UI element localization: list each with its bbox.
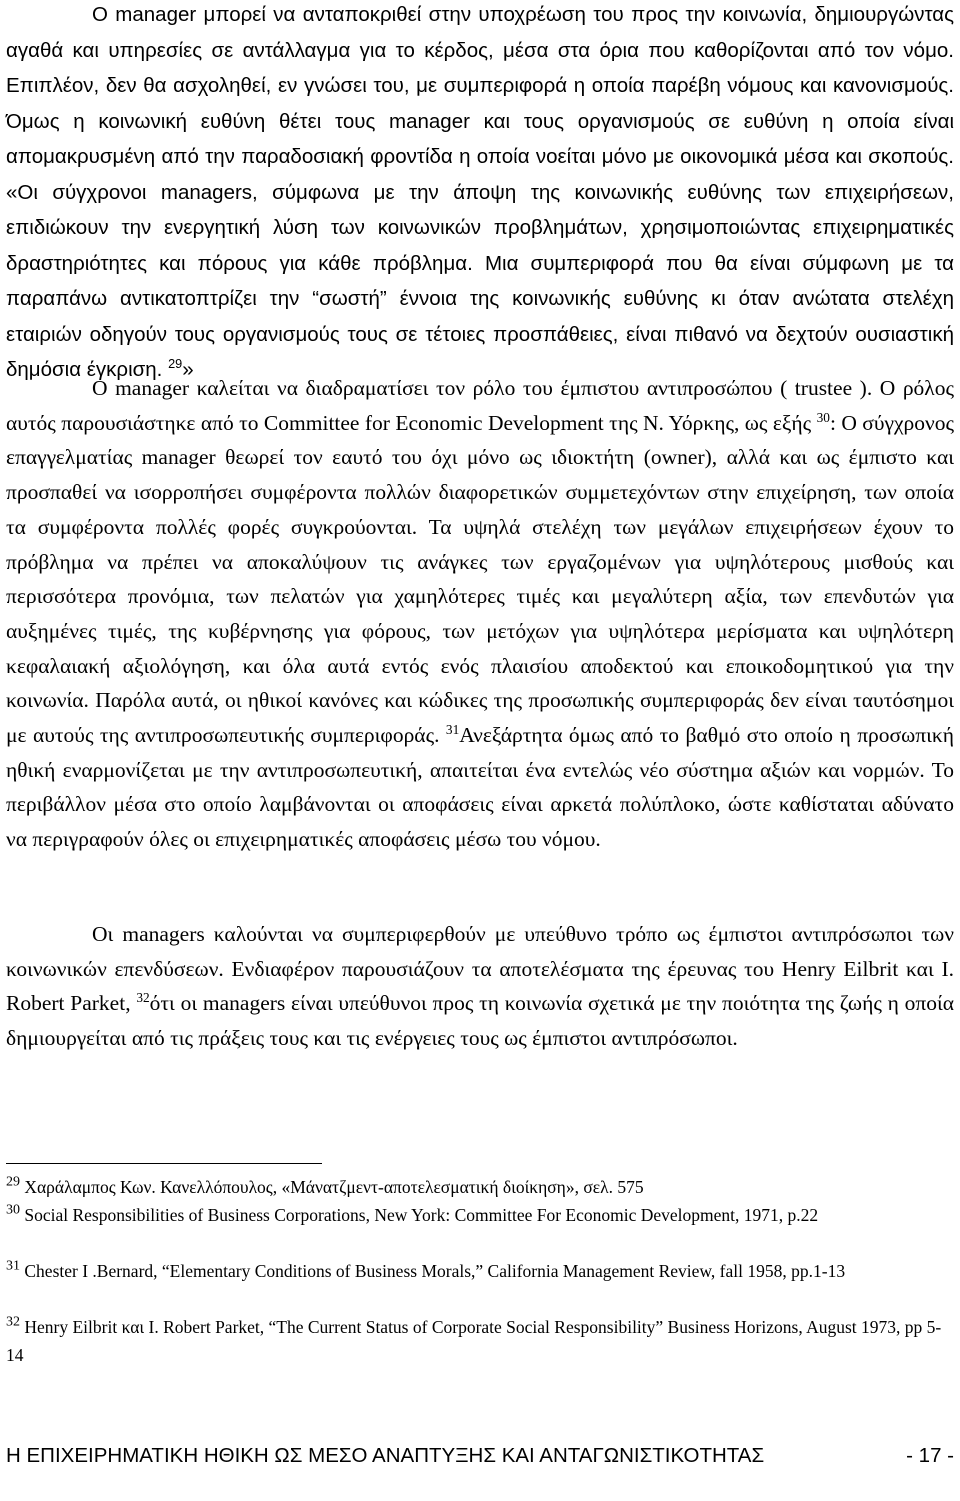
closing-quote: » bbox=[182, 358, 194, 381]
paragraph-trustee-role bbox=[6, 371, 954, 857]
page-number: - 17 - bbox=[906, 1444, 954, 1467]
paragraph-manager-social-responsibility bbox=[6, 0, 954, 388]
footnote-ref-32: 32 bbox=[136, 990, 150, 1006]
footnote-number: 30 bbox=[6, 1202, 20, 1218]
footer-title: Η ΕΠΙΧΕΙΡΗΜΑΤΙΚΗ ΗΘΙΚΗ ΩΣ ΜΕΣΟ ΑΝΑΠΤΥΞΗΣ ΚΑΙ ΑΝΤΑΓΩΝΙΣΤΙΚΟΤΗΤΑΣ bbox=[6, 1444, 765, 1467]
footnote-number: 31 bbox=[6, 1258, 20, 1274]
paragraph-text: Ο manager καλείται να διαδραματίσει τον ρόλο του έμπιστου αντιπροσώπου ( trustee ). Ο ρόλος αυτός παρουσιάστηκε από το Committee for Economic Development της Ν. Υόρκης, ως εξής bbox=[6, 376, 954, 435]
footnote-number: 29 bbox=[6, 1174, 20, 1190]
paragraph-text: : Ο σύγχρονος επαγγελματίας manager θεωρεί τον εαυτό του όχι μόνο ως ιδιοκτήτη (owner), αλλά και ως έμπιστο και προσπαθεί να ισορροπήσει συμφέροντα πολλών διαφορετικών συμμετεχόντων στην επιχείρηση, των οποία τα συμφέροντα πολλές φορές συγκρούονται. Τα υψηλά στελέχη των μεγάλων επιχειρήσεων έχουν το πρόβλημα να πρέπει να αποκαλύψουν τις ανάγκες των εργαζομένων για υψηλότερους μισθούς και περισσότερα προνόμια, των πελατών για χαμηλότερες τιμές και μεγαλύτερη αξία, των επενδυτών για αυξημένες τιμές, της κυβέρνησης για φόρους, των μετόχων για υψηλότερα μερίσματα και υψηλότερη κεφαλαιακή αξιολόγηση, και όλα αυτά εντός ενός πλαισίου αποδεκτού και εποικοδομητικού για την κοινωνία. Παρόλα αυτά, οι ηθικοί κανόνες και κώδικες της προσωπικής συμπεριφοράς δεν είναι ταυτόσημοι με αυτούς της αντιπροσωπευτικής συμπεριφοράς. bbox=[6, 410, 955, 748]
footnote-number: 32 bbox=[6, 1314, 20, 1330]
paragraph-text: ότι οι managers είναι υπεύθυνοι προς τη κοινωνία σχετικά με την ποιότητα της ζωής η οποία δημιουργείται από τις πράξεις τους και τις ενέργειες τους ως έμπιστοι αντιπρόσωποι. bbox=[6, 991, 954, 1051]
footnote-text: Χαράλαμπος Κων. Κανελλόπουλος, «Μάνατζμεντ-αποτελεσματική διοίκηση», σελ. 575 bbox=[24, 1177, 644, 1197]
paragraph-text: Ανεξάρτητα όμως από το βαθμό στο οποίο η προσωπική ηθική εναρμονίζεται με την αντιπροσωπευτική, απαιτείται ένα εντελώς νέο σύστημα αξιών και νορμών. Το περιβάλλον μέσα στο οποίο λαμβάνονται οι αποφάσεις είναι αρκετά πολύπλοκο, ώστε καθίσταται αδύνατο να περιγραφούν όλες οι επιχειρηματικές αποφάσεις μέσω του νόμου. bbox=[6, 723, 954, 852]
footnote-32 bbox=[6, 1313, 954, 1369]
footnote-ref-30: 30 bbox=[816, 409, 830, 425]
footnote-31 bbox=[6, 1257, 954, 1285]
footnote-separator bbox=[6, 1163, 322, 1164]
footnote-30 bbox=[6, 1201, 954, 1229]
paragraph-managers-trustees bbox=[6, 917, 954, 1056]
footnote-ref-29: 29 bbox=[168, 356, 183, 372]
paragraph-text: Ο manager μπορεί να ανταποκριθεί στην υποχρέωση του προς την κοινωνία, δημιουργώντας αγαθά και υπηρεσίες σε αντάλλαγμα για το κέρδος, μέσα στα όρια που καθορίζονται από τον νόμο. Επιπλέον, δεν θα ασχοληθεί, εν γνώσει του, με συμπεριφορά η οποία παρέβη νόμους και κανονισμούς. Όμως η κοινωνική ευθύνη θέτει τους manager και τους οργανισμούς σε ευθύνη η οποία είναι απομακρυσμένη από την παραδοσιακή φροντίδα η οποία νοείται μόνο με οικονομικά μέσα και σκοπούς. «Οι σύγχρονοι managers, σύμφωνα με την άποψη της κοινωνικής ευθύνης των επιχειρήσεων, επιδιώκουν την ενεργητική λύση των κοινωνικών προβλημάτων, χρησιμοποιώντας επιχειρηματικές δραστηριότητες και πόρους για κάθε πρόβλημα. Μια συμπεριφορά που θα είναι σύμφωνη με τα παραπάνω αντικατοπτρίζει την “σωστή” έννοια της κοινωνικής ευθύνης κι όταν ανώτατα στελέχη εταιριών οδηγούν τους οργανισμούς τους σε τέτοιες προσπάθειες, είναι πιθανό να δεχτούν ουσιαστική δημόσια έγκριση. bbox=[6, 3, 954, 381]
footnote-text: Chester I .Bernard, “Elementary Conditions of Business Morals,” California Management Review, fall 1958, pp.1-13 bbox=[24, 1261, 846, 1281]
footnote-29 bbox=[6, 1173, 954, 1201]
footnote-text: Henry Eilbrit και I. Robert Parket, “The Current Status of Corporate Social Responsibility” Business Horizons, August 1973, pp 5-14 bbox=[6, 1317, 942, 1365]
footnote-ref-31: 31 bbox=[445, 721, 460, 737]
paragraph-text: Οι managers καλούνται να συμπεριφερθούν με υπεύθυνο τρόπο ως έμπιστοι αντιπρόσωποι των κοινωνικών επενδύσεων. Ενδιαφέρον παρουσιάζουν τα αποτελέσματα της έρευνας του Henry Eilbrit και I. Robert Parket, bbox=[6, 922, 954, 1016]
footnote-text: Social Responsibilities of Business Corporations, New York: Committee For Economic Development, 1971, p.22 bbox=[24, 1205, 819, 1225]
